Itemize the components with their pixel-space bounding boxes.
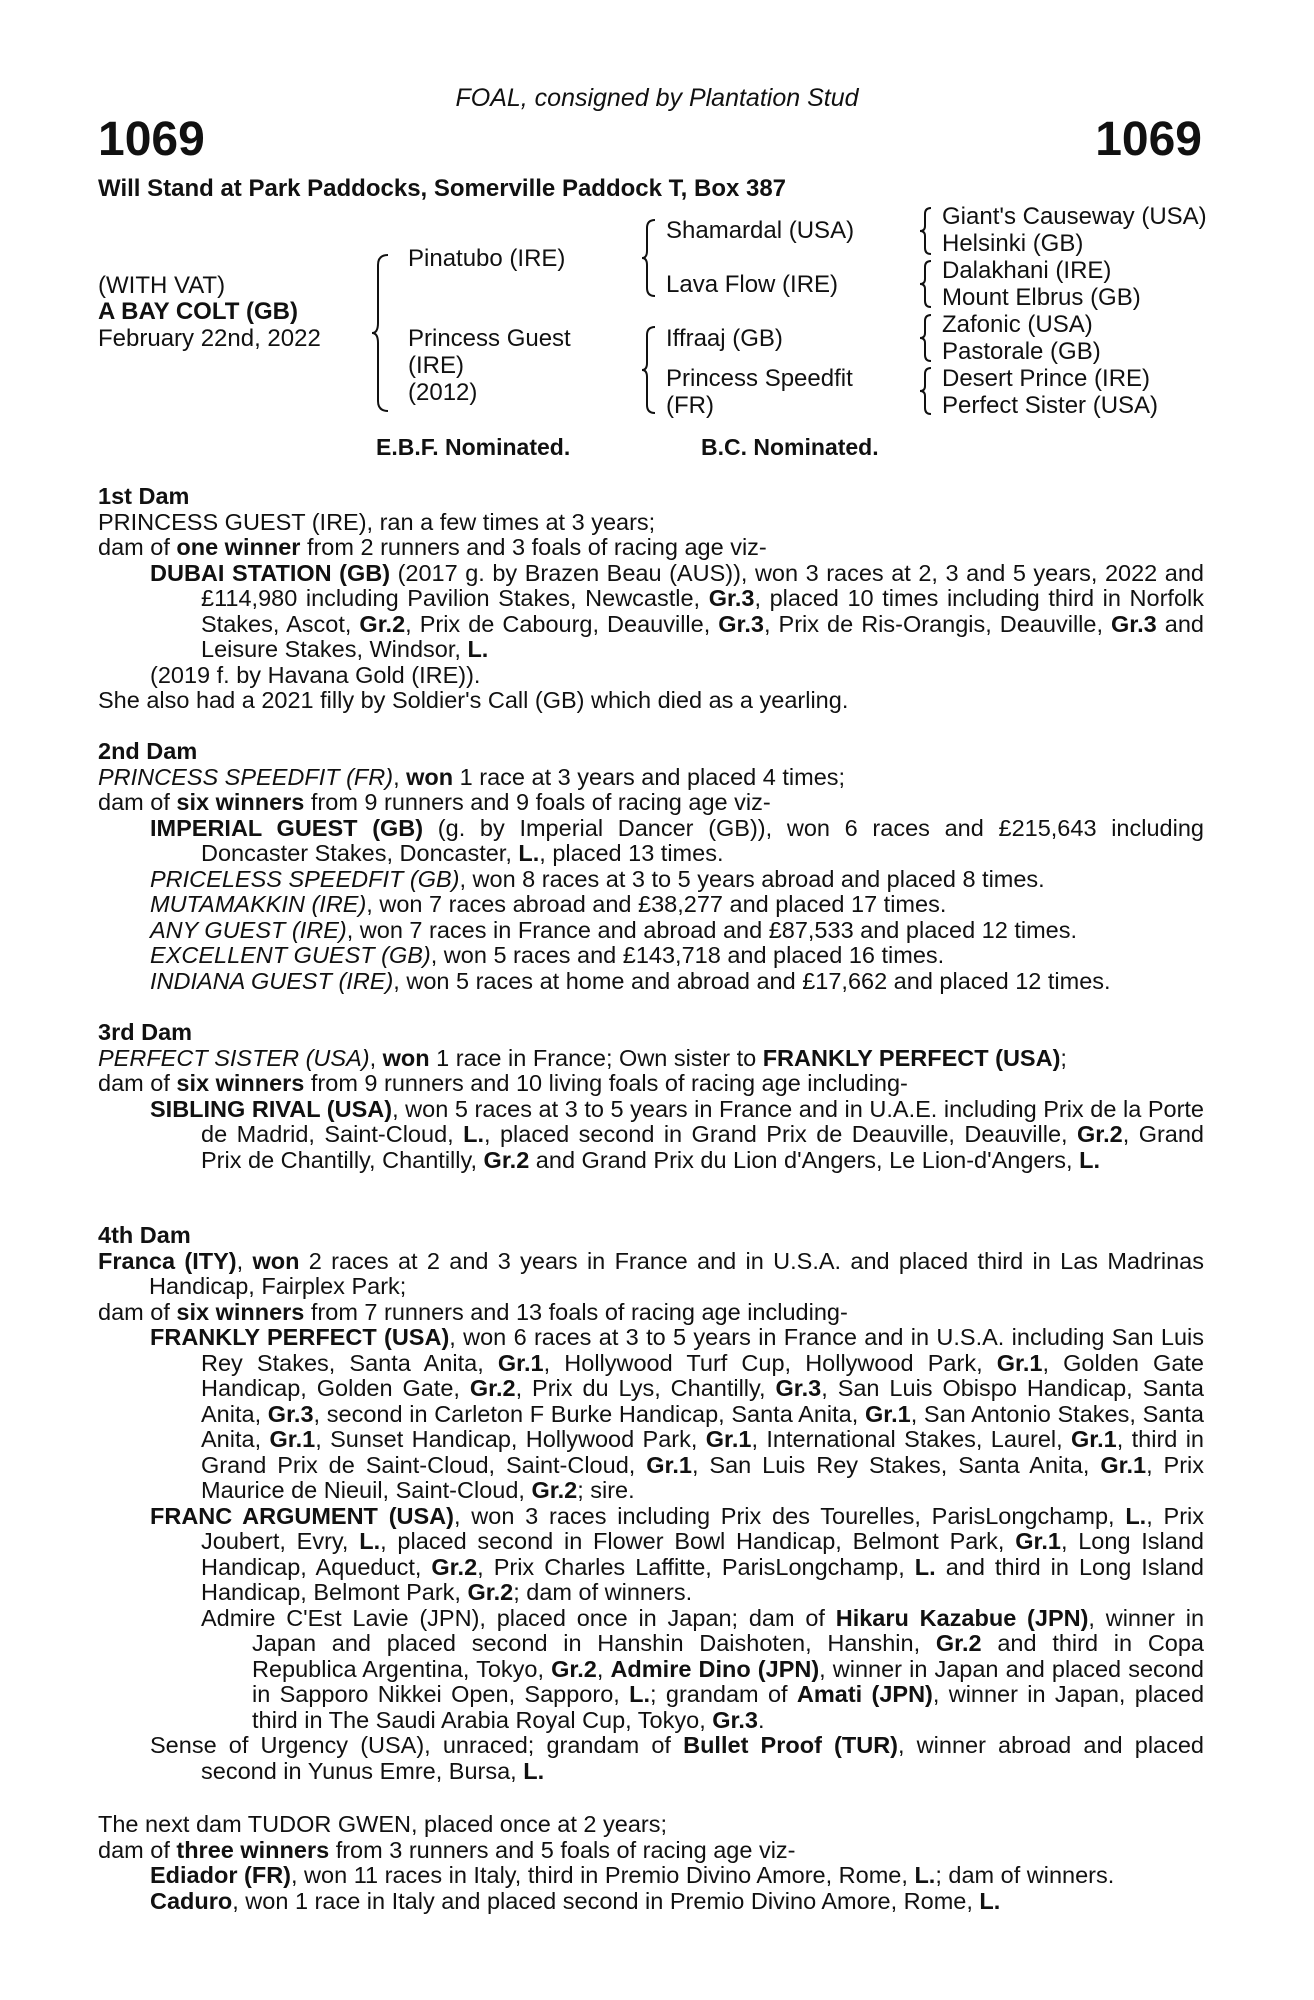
section-3rd-dam	[98, 1020, 1204, 1173]
heading-2nd-dam: 2nd Dam	[98, 738, 198, 764]
lot-number-right: 1069	[1095, 113, 1202, 166]
pedigree-g4: Mount Elbrus (GB)	[942, 284, 1141, 311]
pedigree-dam-line2: (IRE)	[408, 352, 464, 379]
dam4-progeny-sense-of-urgency: Sense of Urgency (USA), unraced; grandam of Bullet Proof (TUR), winner abroad and placed second in Yunus Emre, Bursa, L.	[150, 1732, 1204, 1784]
section-4th-dam	[98, 1223, 1204, 1784]
pedigree-brace-5	[918, 259, 936, 309]
dam3-progeny-1: SIBLING RIVAL (USA), won 5 races at 3 to 5 years in France and in U.A.E. including Prix de la Porte de Madrid, Saint-Cloud, L., placed second in Grand Prix de Deauville, Deauville, Gr.2, Grand Prix de Chantilly, Chantilly, Gr.2 and Grand Prix du Lion d'Angers, Le Lion-d'Angers, L.	[150, 1095, 1205, 1173]
dam2-progeny-4: ANY GUEST (IRE), won 7 races in France and abroad and £87,533 and placed 12 times.	[150, 916, 1078, 943]
dam4-progeny-franc-argument: FRANC ARGUMENT (USA), won 3 races including Prix des Tourelles, ParisLongchamp, L., Prix Joubert, Evry, L., placed second in Flower Bowl Handicap, Belmont Park, Gr.1, Long Island Handicap, Aqueduct, Gr.2, Prix Charles Laffitte, ParisLongchamp, L. and third in Long Island Handicap, Belmont Park, Gr.2; dam of winners.	[150, 1502, 1204, 1605]
pedigree-g8: Perfect Sister (USA)	[942, 392, 1159, 419]
dam2-progeny-6: INDIANA GUEST (IRE), won 5 races at home and abroad and £17,662 and placed 12 times.	[150, 967, 1111, 994]
dam2-line2: dam of six winners from 9 runners and 9 foals of racing age viz-	[98, 789, 771, 815]
dam2-progeny-1: IMPERIAL GUEST (GB) (g. by Imperial Dancer (GB)), won 6 races and £215,643 including Doncaster Stakes, Doncaster, L., placed 13 times.	[150, 814, 1204, 866]
section-2nd-dam	[98, 739, 1204, 994]
pedigree-brace-2	[640, 218, 660, 298]
dam4-line1: Franca (ITY), won 2 races at 2 and 3 years in France and in U.S.A. and placed third in Las Madrinas Handicap, Fairplex Park;	[98, 1247, 1204, 1299]
dam1-progeny-2: (2019 f. by Havana Gold (IRE)).	[150, 661, 481, 688]
pedigree-brace-6	[918, 313, 936, 363]
next-dam-line2: dam of three winners from 3 runners and 5 foals of racing age viz-	[98, 1836, 796, 1863]
pedigree-g7: Desert Prince (IRE)	[942, 365, 1151, 392]
section-next-dam	[98, 1812, 1204, 1914]
vat-note: (WITH VAT)	[98, 272, 226, 299]
dam1-line2: dam of one winner from 2 runners and 3 foals of racing age viz-	[98, 534, 767, 560]
pedigree-g5: Zafonic (USA)	[942, 311, 1093, 338]
pedigree-dam-line1: Princess Guest	[408, 325, 571, 352]
stand-location: Will Stand at Park Paddocks, Somerville Paddock T, Box 387	[98, 175, 787, 202]
dam2-line1: PRINCESS SPEEDFIT (FR), won 1 race at 3 years and placed 4 times;	[98, 763, 846, 790]
dam4-progeny-frankly-perfect: FRANKLY PERFECT (USA), won 6 races at 3 to 5 years in France and in U.S.A. including San Luis Rey Stakes, Santa Anita, Gr.1, Hollywood Turf Cup, Hollywood Park, Gr.1, Golden Gate Handicap, Golden Gate, Gr.2, Prix du Lys, Chantilly, Gr.3, San Luis Obispo Handicap, Santa Anita, Gr.3, second in Carleton F Burke Handicap, Santa Anita, Gr.1, San Antonio Stakes, Santa Anita, Gr.1, Sunset Handicap, Hollywood Park, Gr.1, International Stakes, Laurel, Gr.1, third in Grand Prix de Saint-Cloud, Saint-Cloud, Gr.1, San Luis Rey Stakes, Santa Anita, Gr.1, Prix Maurice de Nieuil, Saint-Cloud, Gr.2; sire.	[150, 1324, 1204, 1503]
heading-3rd-dam: 3rd Dam	[98, 1019, 193, 1045]
pedigree-sire-dam: Lava Flow (IRE)	[666, 271, 839, 298]
dam3-line1: PERFECT SISTER (USA), won 1 race in France; Own sister to FRANKLY PERFECT (USA);	[98, 1044, 1067, 1071]
pedigree-g2: Helsinki (GB)	[942, 230, 1084, 257]
ebf-nomination: E.B.F. Nominated.	[376, 434, 571, 460]
section-1st-dam	[98, 484, 1204, 714]
consignment-line: FOAL, consigned by Plantation Stud	[455, 84, 859, 112]
heading-1st-dam: 1st Dam	[98, 483, 190, 509]
foaling-date: February 22nd, 2022	[98, 325, 321, 352]
dam2-progeny-5: EXCELLENT GUEST (GB), won 5 races and £143,718 and placed 16 times.	[150, 942, 945, 968]
dam1-line3: She also had a 2021 filly by Soldier's Call (GB) which died as a yearling.	[98, 687, 849, 713]
dam4-line2: dam of six winners from 7 runners and 13 foals of racing age including-	[98, 1298, 848, 1325]
lot-number-left: 1069	[98, 113, 205, 166]
bc-nomination: B.C. Nominated.	[701, 434, 879, 460]
pedigree-g6: Pastorale (GB)	[942, 338, 1101, 365]
pedigree-dam-dam-line2: (FR)	[666, 392, 714, 419]
pedigree-dam-dam-line1: Princess Speedfit	[666, 365, 853, 392]
pedigree-dam-sire: Iffraaj (GB)	[666, 325, 783, 352]
pedigree-sire: Pinatubo (IRE)	[408, 245, 566, 272]
pedigree-brace-4	[918, 206, 936, 256]
dam4-granddaughter-admire: Admire C'Est Lavie (JPN), placed once in Japan; dam of Hikaru Kazabue (JPN), winner in Japan and placed second in Hanshin Daishoten, Hanshin, Gr.2 and third in Copa Republica Argentina, Tokyo, Gr.2, Admire Dino (JPN), winner in Japan and placed second in Sapporo Nikkei Open, Sapporo, L.; grandam of Amati (JPN), winner in Japan, placed third in The Saudi Arabia Royal Cup, Tokyo, Gr.3.	[201, 1604, 1205, 1733]
pedigree-brace-3	[640, 325, 660, 415]
pedigree-g3: Dalakhani (IRE)	[942, 257, 1112, 284]
next-dam-line1: The next dam TUDOR GWEN, placed once at 2 years;	[98, 1811, 668, 1837]
horse-name: A BAY COLT (GB)	[98, 298, 299, 325]
next-dam-progeny-2: Caduro, won 1 race in Italy and placed second in Premio Divino Amore, Rome, L.	[150, 1887, 1001, 1914]
pedigree-dam-line3: (2012)	[408, 379, 478, 406]
next-dam-progeny-1: Ediador (FR), won 11 races in Italy, third in Premio Divino Amore, Rome, L.; dam of winners.	[150, 1862, 1115, 1888]
dam3-line2: dam of six winners from 9 runners and 10 living foals of racing age including-	[98, 1070, 908, 1096]
pedigree-brace-7	[918, 366, 936, 416]
pedigree-brace-1	[370, 253, 394, 413]
dam2-progeny-3: MUTAMAKKIN (IRE), won 7 races abroad and £38,277 and placed 17 times.	[150, 891, 947, 917]
heading-4th-dam: 4th Dam	[98, 1222, 191, 1248]
pedigree-g1: Giant's Causeway (USA)	[942, 203, 1207, 230]
dam2-progeny-2: PRICELESS SPEEDFIT (GB), won 8 races at 3 to 5 years abroad and placed 8 times.	[150, 865, 1045, 892]
dam1-line1: PRINCESS GUEST (IRE), ran a few times at 3 years;	[98, 508, 656, 535]
pedigree-sire-sire: Shamardal (USA)	[666, 217, 855, 244]
dam1-progeny-1: DUBAI STATION (GB) (2017 g. by Brazen Beau (AUS)), won 3 races at 2, 3 and 5 years, 2022 and £114,980 including Pavilion Stakes, Newcastle, Gr.3, placed 10 times including third in Norfolk Stakes, Ascot, Gr.2, Prix de Cabourg, Deauville, Gr.3, Prix de Ris-Orangis, Deauville, Gr.3 and Leisure Stakes, Windsor, L.	[150, 559, 1204, 662]
